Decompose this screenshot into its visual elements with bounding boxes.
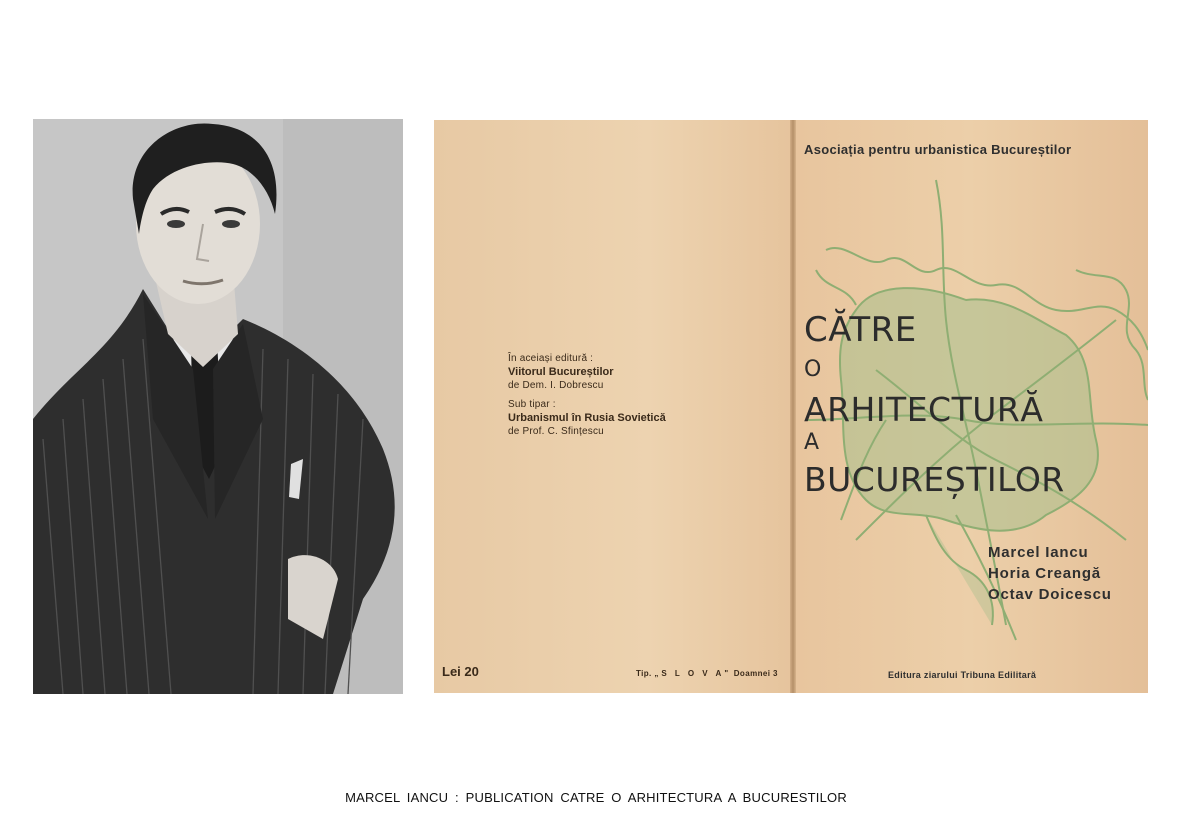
book1-title: Viitorul Bucureștilor (508, 366, 614, 378)
same-publisher-label: În aceiași editură : (508, 353, 594, 364)
portrait-photo (33, 119, 403, 694)
title-line-2: O (804, 357, 822, 382)
title-line-3: ARHITECTURĂ (804, 390, 1044, 429)
booklet-cover-spread (434, 120, 1148, 693)
publisher-name: Editura ziarului Tribuna Edilitară (888, 670, 1037, 680)
author-3: Octav Doicescu (988, 586, 1112, 603)
author-2: Horia Creangă (988, 565, 1101, 582)
back-cover-text (508, 352, 768, 438)
book2-author: de Prof. C. Sfințescu (508, 426, 604, 437)
printer-address: Doamnei 3 (733, 669, 778, 678)
printer-name: „S L O V A" (654, 669, 732, 678)
printer-imprint (636, 669, 778, 678)
book2-title: Urbanismul în Rusia Sovietică (508, 412, 666, 424)
association-name: Asociația pentru urbanistica Bucureștilor (804, 142, 1072, 157)
title-line-4: A (804, 430, 820, 455)
book1-author: de Dem. I. Dobrescu (508, 380, 604, 391)
price: Lei 20 (442, 664, 479, 679)
printer-prefix: Tip. (636, 669, 652, 678)
figure-caption: MARCEL IANCU : PUBLICATION CATRE O ARHITECTURA A BUCURESTILOR (345, 790, 847, 805)
in-press-label: Sub tipar : (508, 399, 556, 410)
title-line-1: CĂTRE (804, 310, 917, 350)
author-1: Marcel Iancu (988, 544, 1089, 561)
title-line-5: BUCUREȘTILOR (804, 460, 1065, 499)
